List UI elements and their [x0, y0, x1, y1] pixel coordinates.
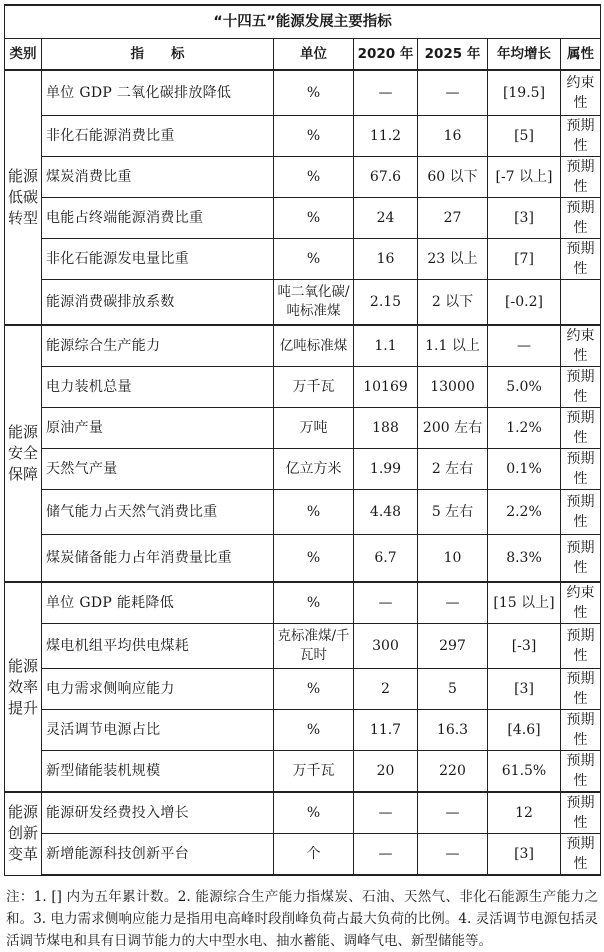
value-2025-cell: 23 以上 — [418, 239, 488, 280]
table-row — [5, 449, 601, 490]
value-2020-cell: 6.7 — [354, 535, 418, 583]
category-cell: 能源效率提升 — [5, 582, 42, 792]
attribute-cell: 预期性 — [561, 624, 601, 669]
attribute-cell: 预期性 — [561, 751, 601, 793]
table-row — [5, 582, 601, 624]
header-indicator: 指 标 — [42, 39, 274, 71]
growth-cell: [3] — [488, 198, 561, 239]
header-2025: 2025 年 — [418, 39, 488, 71]
table-notes: 注：1. [] 内为五年累计数。2. 能源综合生产能力指煤炭、石油、天然气、非化石能源生产能力之和。3. 电力需求侧响应能力是指用电高峰时段削峰负荷占最大负荷的比例。4. 灵活调节电源包括灵活调节煤电和具有日调节能力的大中型水电、抽水蓄能、调峰气电、新型储能等。 — [6, 889, 598, 949]
growth-cell: [-3] — [488, 624, 561, 669]
table-row — [5, 535, 601, 583]
attribute-cell: 预期性 — [561, 367, 601, 408]
attribute-cell: 预期性 — [561, 116, 601, 157]
attribute-cell: 约束性 — [561, 70, 601, 116]
indicator-cell: 原油产量 — [42, 408, 274, 449]
value-2020-cell: 16 — [354, 239, 418, 280]
table-title: “十四五”能源发展主要指标 — [5, 5, 601, 39]
unit-cell: 亿立方米 — [274, 449, 354, 490]
value-2020-cell: 67.6 — [354, 157, 418, 198]
unit-cell: 万千瓦 — [274, 751, 354, 793]
value-2025-cell: 5 — [418, 669, 488, 710]
table-row — [5, 490, 601, 535]
attribute-cell: 预期性 — [561, 157, 601, 198]
document — [4, 4, 600, 952]
attribute-cell: 约束性 — [561, 582, 601, 624]
value-2020-cell: — — [354, 834, 418, 876]
indicator-cell: 能源消费碳排放系数 — [42, 280, 274, 326]
unit-cell: % — [274, 198, 354, 239]
growth-cell: 61.5% — [488, 751, 561, 793]
table-row — [5, 70, 601, 116]
unit-cell: % — [274, 116, 354, 157]
value-2025-cell: 60 以下 — [418, 157, 488, 198]
unit-cell: 个 — [274, 834, 354, 876]
growth-cell: [7] — [488, 239, 561, 280]
value-2025-cell: — — [418, 834, 488, 876]
value-2025-cell: — — [418, 582, 488, 624]
header-row — [5, 39, 601, 71]
growth-cell: [19.5] — [488, 70, 561, 116]
category-cell: 能源低碳转型 — [5, 70, 42, 325]
unit-cell: % — [274, 669, 354, 710]
value-2025-cell: 297 — [418, 624, 488, 669]
table-row — [5, 198, 601, 239]
growth-cell: 0.1% — [488, 449, 561, 490]
indicator-cell: 电力装机总量 — [42, 367, 274, 408]
value-2025-cell: 2 左右 — [418, 449, 488, 490]
unit-cell: % — [274, 535, 354, 583]
growth-cell: 8.3% — [488, 535, 561, 583]
indicator-cell: 能源研发经费投入增长 — [42, 792, 274, 834]
indicator-table — [4, 4, 601, 876]
indicator-cell: 非化石能源发电量比重 — [42, 239, 274, 280]
indicator-cell: 能源综合生产能力 — [42, 325, 274, 367]
indicator-cell: 储气能力占天然气消费比重 — [42, 490, 274, 535]
growth-cell: [-0.2] — [488, 280, 561, 326]
unit-cell: 万吨 — [274, 408, 354, 449]
indicator-cell: 新型储能装机规模 — [42, 751, 274, 793]
value-2020-cell: 24 — [354, 198, 418, 239]
value-2025-cell: — — [418, 70, 488, 116]
growth-cell: [15 以上] — [488, 582, 561, 624]
table-row — [5, 834, 601, 876]
value-2025-cell: 16 — [418, 116, 488, 157]
table-row — [5, 367, 601, 408]
value-2020-cell: 188 — [354, 408, 418, 449]
growth-cell: [5] — [488, 116, 561, 157]
indicator-cell: 煤炭储备能力占年消费量比重 — [42, 535, 274, 583]
table-row — [5, 408, 601, 449]
unit-cell: 万千瓦 — [274, 367, 354, 408]
indicator-cell: 单位 GDP 能耗降低 — [42, 582, 274, 624]
indicator-cell: 电能占终端能源消费比重 — [42, 198, 274, 239]
attribute-cell: 预期性 — [561, 792, 601, 834]
table-row — [5, 157, 601, 198]
value-2025-cell: — — [418, 792, 488, 834]
table-row — [5, 116, 601, 157]
unit-cell: 克标准煤/千瓦时 — [274, 624, 354, 669]
value-2020-cell: 20 — [354, 751, 418, 793]
value-2020-cell: 1.1 — [354, 325, 418, 367]
header-unit: 单位 — [274, 39, 354, 71]
attribute-cell: 预期性 — [561, 490, 601, 535]
indicator-cell: 煤电机组平均供电煤耗 — [42, 624, 274, 669]
header-attribute: 属性 — [561, 39, 601, 71]
value-2025-cell: 16.3 — [418, 710, 488, 751]
attribute-cell: 约束性 — [561, 325, 601, 367]
table-body — [5, 70, 601, 875]
table-row — [5, 669, 601, 710]
header-category: 类别 — [5, 39, 42, 71]
attribute-cell — [561, 280, 601, 326]
table-row — [5, 624, 601, 669]
attribute-cell: 预期性 — [561, 669, 601, 710]
attribute-cell: 预期性 — [561, 239, 601, 280]
category-cell: 能源创新变革 — [5, 792, 42, 875]
attribute-cell: 预期性 — [561, 408, 601, 449]
value-2025-cell: 200 左右 — [418, 408, 488, 449]
value-2025-cell: 10 — [418, 535, 488, 583]
header-2020: 2020 年 — [354, 39, 418, 71]
value-2020-cell: 1.99 — [354, 449, 418, 490]
growth-cell: [-7 以上] — [488, 157, 561, 198]
indicator-cell: 天然气产量 — [42, 449, 274, 490]
indicator-cell: 新增能源科技创新平台 — [42, 834, 274, 876]
growth-cell: [3] — [488, 669, 561, 710]
value-2020-cell: — — [354, 582, 418, 624]
value-2020-cell: 10169 — [354, 367, 418, 408]
value-2025-cell: 1.1 以上 — [418, 325, 488, 367]
unit-cell: % — [274, 70, 354, 116]
indicator-cell: 单位 GDP 二氧化碳排放降低 — [42, 70, 274, 116]
growth-cell: 2.2% — [488, 490, 561, 535]
unit-cell: 吨二氧化碳/吨标准煤 — [274, 280, 354, 326]
growth-cell: [3] — [488, 834, 561, 876]
value-2025-cell: 27 — [418, 198, 488, 239]
header-growth: 年均增长 — [488, 39, 561, 71]
growth-cell: [4.6] — [488, 710, 561, 751]
unit-cell: % — [274, 710, 354, 751]
value-2025-cell: 2 以下 — [418, 280, 488, 326]
indicator-cell: 非化石能源消费比重 — [42, 116, 274, 157]
table-row — [5, 751, 601, 793]
indicator-cell: 灵活调节电源占比 — [42, 710, 274, 751]
value-2025-cell: 5 左右 — [418, 490, 488, 535]
attribute-cell: 预期性 — [561, 834, 601, 876]
value-2020-cell: 2.15 — [354, 280, 418, 326]
table-row — [5, 325, 601, 367]
unit-cell: % — [274, 239, 354, 280]
value-2020-cell: — — [354, 70, 418, 116]
attribute-cell: 预期性 — [561, 535, 601, 583]
table-row — [5, 280, 601, 326]
unit-cell: % — [274, 157, 354, 198]
value-2020-cell: 11.7 — [354, 710, 418, 751]
unit-cell: 亿吨标准煤 — [274, 325, 354, 367]
unit-cell: % — [274, 490, 354, 535]
growth-cell: 1.2% — [488, 408, 561, 449]
table-row — [5, 710, 601, 751]
growth-cell: — — [488, 325, 561, 367]
indicator-cell: 煤炭消费比重 — [42, 157, 274, 198]
unit-cell: % — [274, 792, 354, 834]
value-2020-cell: — — [354, 792, 418, 834]
value-2020-cell: 2 — [354, 669, 418, 710]
value-2025-cell: 13000 — [418, 367, 488, 408]
value-2025-cell: 220 — [418, 751, 488, 793]
table-row — [5, 792, 601, 834]
table-row — [5, 239, 601, 280]
growth-cell: 12 — [488, 792, 561, 834]
attribute-cell: 预期性 — [561, 449, 601, 490]
value-2020-cell: 300 — [354, 624, 418, 669]
growth-cell: 5.0% — [488, 367, 561, 408]
value-2020-cell: 4.48 — [354, 490, 418, 535]
indicator-cell: 电力需求侧响应能力 — [42, 669, 274, 710]
unit-cell: % — [274, 582, 354, 624]
attribute-cell: 预期性 — [561, 710, 601, 751]
value-2020-cell: 11.2 — [354, 116, 418, 157]
category-cell: 能源安全保障 — [5, 325, 42, 582]
attribute-cell: 预期性 — [561, 198, 601, 239]
